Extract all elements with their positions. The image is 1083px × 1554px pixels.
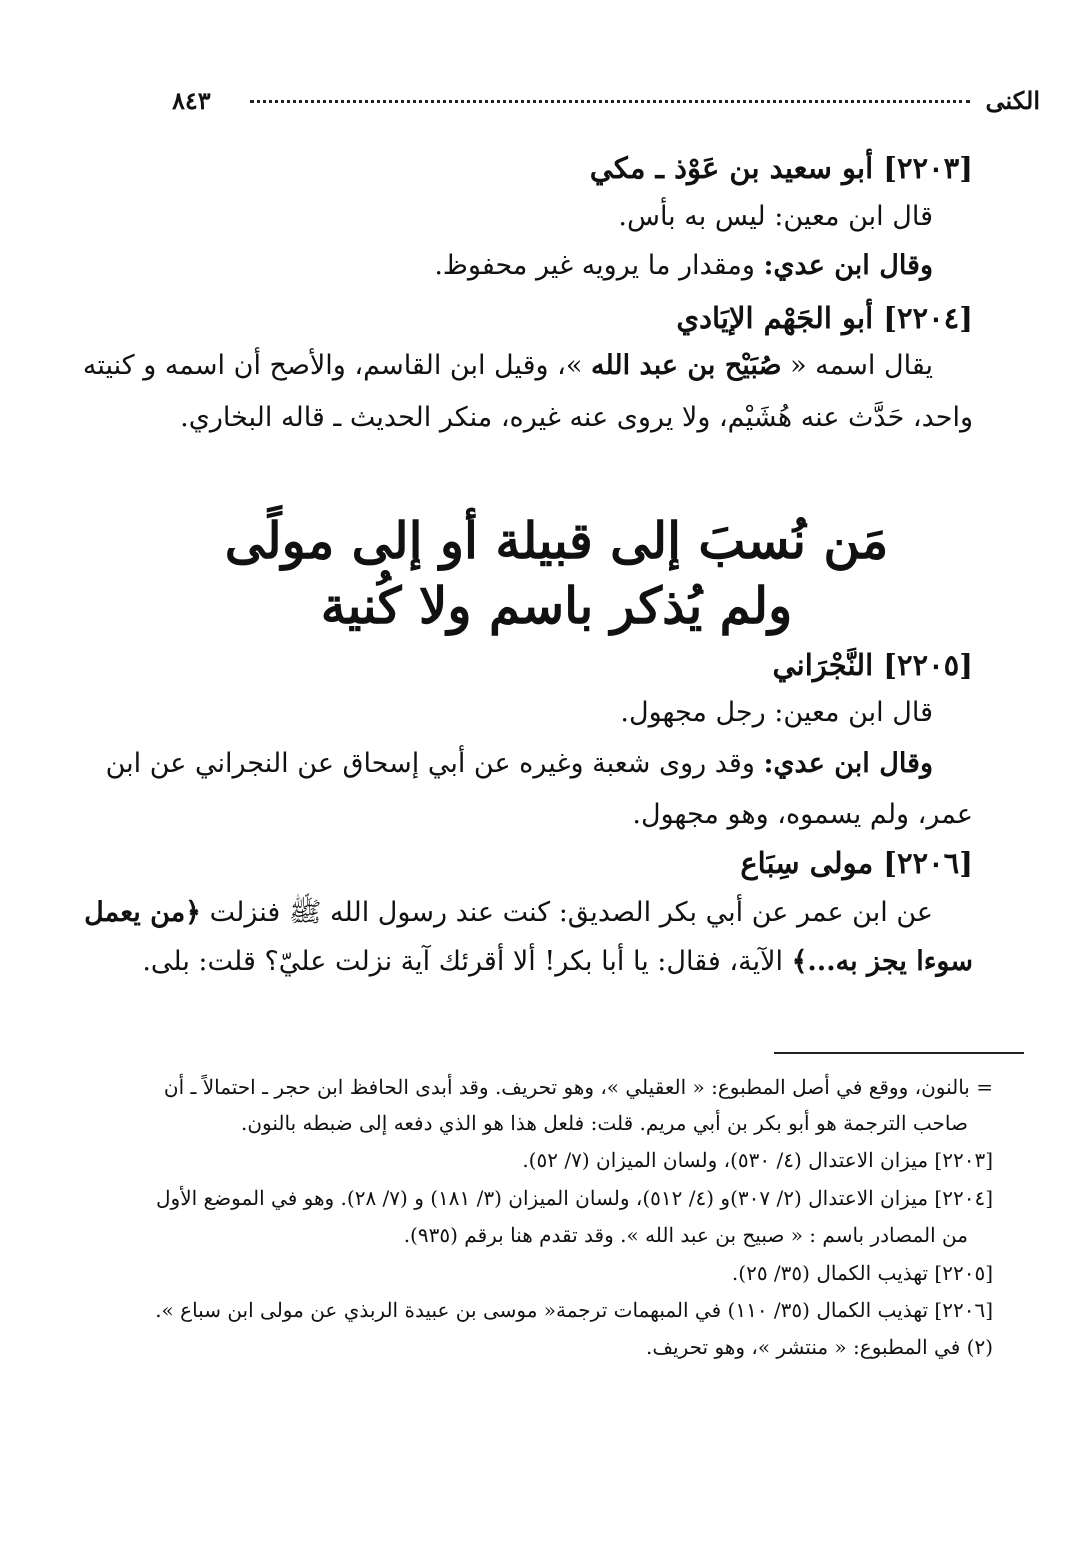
bold-name: صُبَيْح بن عبد الله: [591, 350, 782, 381]
entry-text-line: [82, 346, 933, 386]
speaker-text: وقد روى شعبة وغيره عن أبي إسحاق عن النجراني عن ابن: [105, 748, 764, 779]
entry-text-line: قال ابن معين: ليس به بأس.: [618, 201, 933, 232]
entry-text-line: [105, 744, 933, 784]
chapter-title-line-1: مَن نُسبَ إلى قبيلة أو إلى مولًى: [224, 511, 889, 570]
speaker-label: وقال ابن عدي:: [763, 250, 933, 281]
footnote-line: [٢٢٠٣] ميزان الاعتدال (٤/ ٥٣٠)، ولسان الميزان (٧/ ٥٢).: [522, 1148, 993, 1172]
entry-heading-2203: [٢٢٠٣] أبو سعيد بن عَوْذ ـ مكي: [589, 151, 973, 185]
text-segment: عن ابن عمر عن أبي بكر الصديق: كنت عند رسول الله ﷺ فنزلت: [201, 897, 933, 928]
entry-text-line: [142, 942, 973, 982]
entry-text-line: واحد، حَدَّث عنه هُشَيْم، ولا يروى عنه غيره، منكر الحديث ـ قاله البخاري.: [180, 402, 973, 433]
footnote-line: [٢٢٠٦] تهذيب الكمال (٣٥/ ١١٠) في المبهمات ترجمة« موسى بن عبيدة الربذي عن مولى ابن سباع ».: [155, 1298, 993, 1322]
footnote-line: صاحب الترجمة هو أبو بكر بن أبي مريم. قلت: فلعل هذا هو الذي دفعه إلى ضبطه بالنون.: [240, 1111, 968, 1135]
text-segment: يقال اسمه «: [781, 350, 933, 381]
entry-heading-2204: [٢٢٠٤] أبو الجَهْم الإيَادي: [676, 301, 973, 335]
entry-text-line: [84, 893, 933, 933]
text-segment: الآية، فقال: يا أبا بكر! ألا أقرئك آية نزلت عليّ؟ قلت: بلى.: [142, 946, 792, 977]
entry-heading-2206: [٢٢٠٦] مولى سِبَاع: [740, 846, 973, 880]
footnote-line: (٢) في المطبوع: « منتشر »، وهو تحريف.: [645, 1335, 993, 1359]
chapter-title-line-2: ولم يُذكر باسم ولا كُنية: [320, 576, 793, 635]
running-head: [160, 86, 1040, 120]
quran-quote: ﴿من يعمل: [84, 897, 201, 928]
entry-text-line: قال ابن معين: رجل مجهول.: [620, 697, 933, 728]
header-dotted-rule: [250, 100, 970, 103]
footnote-separator: [774, 1052, 1024, 1054]
footnote-line: من المصادر باسم : « صبيح بن عبد الله ». وقد تقدم هنا برقم (٩٣٥).: [403, 1223, 968, 1247]
footnote-line: = بالنون، ووقع في أصل المطبوع: « العقيلي »، وهو تحريف. وقد أبدى الحافظ ابن حجر ـ احتمالاً ـ أن: [163, 1075, 993, 1099]
entry-text-line: عمر، ولم يسموه، وهو مجهول.: [632, 799, 973, 830]
text-segment: »، وقيل ابن القاسم، والأصح أن اسمه و كنيته: [82, 350, 591, 381]
entry-text-line: [140, 246, 933, 286]
footnote-line: [٢٢٠٤] ميزان الاعتدال (٢/ ٣٠٧)و (٤/ ٥١٢)، ولسان الميزان (٣/ ١٨١) و (٧/ ٢٨). وهو في الموضع الأول: [156, 1186, 993, 1210]
speaker-text: ومقدار ما يرويه غير محفوظ.: [434, 250, 764, 281]
footnote-line: [٢٢٠٥] تهذيب الكمال (٣٥/ ٢٥).: [731, 1261, 993, 1285]
quran-quote: سوءا يجز به...﴾: [791, 946, 973, 977]
entry-heading-2205: [٢٢٠٥] النَّجْرَاني: [772, 648, 973, 682]
speaker-label: وقال ابن عدي:: [763, 748, 933, 779]
running-title: الكنى: [985, 86, 1040, 115]
page-number: ٨٤٣: [172, 86, 211, 115]
